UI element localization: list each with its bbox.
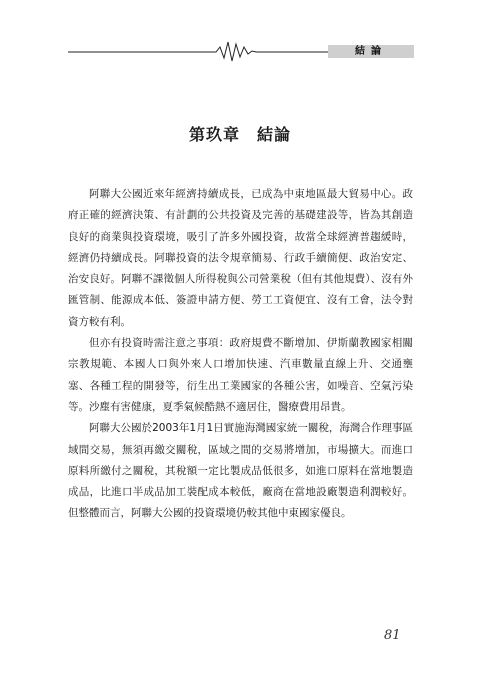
chapter-title: 第玖章 結論 [188,125,291,144]
body-text [68,184,413,525]
running-header [68,38,414,64]
page-number: 81 [384,628,401,643]
paragraph-2: 但亦有投資時需注意之事項：政府規費不斷增加、伊斯蘭教國家相關宗教規範、本國人口與外來人口增加快速、汽車數量直線上升、交通壅塞、各種工程的開發等，衍生出工業國家的各種公害，如噪音、空氣污染等。沙塵有害健康，夏季氣候酷熱不適居住，醫療費用昂貴。 [68,337,413,413]
paragraph-1: 阿聯大公國近來年經濟持續成長，已成為中東地區最大貿易中心。政府正確的經濟決策、有計劃的公共投資及完善的基礎建設等，皆為其創造良好的商業與投資環境，吸引了許多外國投資，故當全球經濟普趨緩時，經濟仍持續成長。阿聯投資的法令規章簡易、行政手續簡便、政治安定、治安良好。阿聯不課徵個人所得稅與公司營業稅（但有其他規費）、沒有外匯管制、能源成本低、簽證申請方便、勞工工資便宜、沒有工會，法令對資方較有利。 [68,188,413,328]
section-label-tab: 結論 [328,45,414,58]
paragraph-3: 阿聯大公國於2003年1月1日實施海灣國家統一關稅，海灣合作理事區域間交易，無須再繳交關稅，區域之間的交易將增加，市場擴大。而進口原料所繳付之關稅，其稅額一定比製成品低很多，如進口原料在當地製造成品，比進口半成品加工裝配成本較低，廠商在當地設廠製造利潤較好。但整體而言，阿聯大公國的投資環境仍較其他中東國家優良。 [68,422,413,520]
